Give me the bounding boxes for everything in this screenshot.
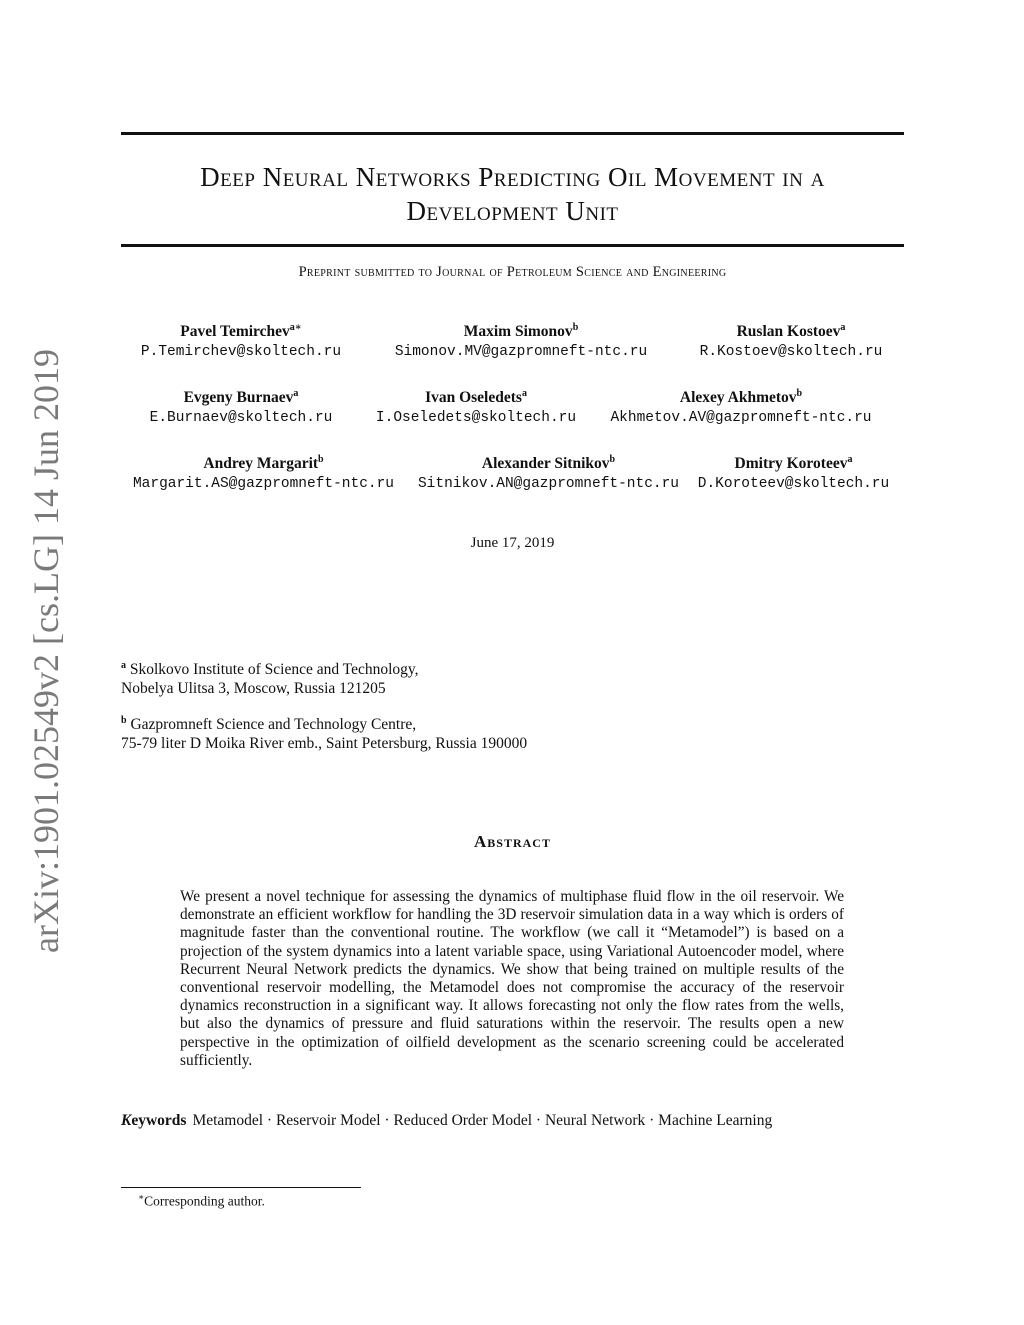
abstract-heading: Abstract (474, 832, 551, 851)
author-block (121, 450, 406, 494)
author-name: Maxim Simonov$^b$ (463, 322, 579, 341)
author-email[interactable]: D.Koroteev@skoltech.ru (697, 476, 890, 493)
affiliation-line: Skolkovo Institute of Science and Technology, (129, 661, 419, 679)
author-email[interactable]: P.Temirchev@skoltech.ru (140, 344, 342, 361)
author-name: Alexey Akhmetov$^b$ (679, 388, 803, 407)
arxiv-identifier-stamp: arXiv:1901.02549v2 [cs.LG] 14 Jun 2019 (26, 349, 66, 953)
author-block (121, 318, 361, 362)
affiliation-line: 75-79 liter D Moika River emb., Saint Petersburg, Russia 190000 (121, 735, 528, 753)
author-email[interactable]: R.Kostoev@skoltech.ru (699, 344, 883, 361)
author-name: Alexander Sitnikov$^b$ (481, 454, 616, 473)
keywords-list: Metamodel · Reservoir Model · Reduced Order Model · Neural Network · Machine Learning (192, 1112, 773, 1129)
title-bottom-rule (121, 244, 904, 247)
author-block (691, 450, 896, 494)
preprint-note: Preprint submitted to Journal of Petroleum Science and Engineering (298, 264, 727, 280)
author-row-1 (121, 318, 904, 368)
footnote-text: Corresponding author. (144, 1193, 265, 1209)
author-email[interactable]: Akhmetov.AV@gazpromneft-ntc.ru (610, 410, 872, 427)
footnote (138, 1192, 265, 1210)
author-name: Ivan Oseledets$^a$ (425, 388, 527, 407)
affiliation-line: Gazpromneft Science and Technology Centre, (130, 716, 417, 734)
author-block (361, 384, 591, 428)
author-name: Dmitry Koroteev$^a$ (734, 454, 853, 473)
publication-date: June 17, 2019 (470, 535, 555, 551)
author-email[interactable]: Sitnikov.AN@gazpromneft-ntc.ru (417, 476, 680, 493)
author-email[interactable]: Simonov.MV@gazpromneft-ntc.ru (394, 344, 648, 361)
affiliation-a (121, 656, 721, 698)
author-name: Ruslan Kostoev$^a$ (736, 322, 846, 341)
title-top-rule (121, 132, 904, 135)
author-block (381, 318, 661, 362)
author-email[interactable]: E.Burnaev@skoltech.ru (149, 410, 333, 427)
affiliation-mark: b (121, 715, 127, 726)
keywords-label: eywords (131, 1112, 187, 1129)
title-line-1: Deep Neural Networks Predicting Oil Movement in a (200, 162, 825, 192)
author-name: Andrey Margarit$^b$ (203, 454, 324, 473)
affiliation-line: Nobelya Ulitsa 3, Moscow, Russia 121205 (121, 680, 386, 698)
footnote-rule (121, 1187, 361, 1188)
author-block (131, 384, 351, 428)
author-block (601, 384, 881, 428)
keywords-line (121, 1112, 904, 1130)
author-name: Evgeny Burnaev$^a$ (183, 388, 299, 407)
author-name: Pavel Temirchev$^{a∗}$ (180, 322, 302, 341)
affiliation-mark: a (121, 660, 126, 671)
author-row-2 (121, 384, 904, 434)
title-line-2: Development Unit (406, 196, 619, 226)
author-email[interactable]: Margarit.AS@gazpromneft-ntc.ru (132, 476, 395, 493)
author-row-3 (121, 450, 904, 500)
author-block (406, 450, 691, 494)
author-email[interactable]: I.Oseledets@skoltech.ru (375, 410, 577, 427)
keywords-label-initial: K (121, 1112, 132, 1129)
author-block (681, 318, 901, 362)
affiliation-b (121, 711, 721, 753)
paper-title (121, 160, 904, 228)
footnote-mark: ∗ (138, 1192, 145, 1202)
abstract-text: We present a novel technique for assessing the dynamics of multiphase fluid flow in the oil reservoir. We demonstrate an efficient workflow for handling the 3D reservoir simulation data in a way which is orders of magnitude faster than the conventional routine. The workflow (we call it “Metamodel”) is based on a projection of the system dynamics into a latent variable space, using Variational Autoencoder model, where Recurrent Neural Network predicts the dynamics. We show that being trained on multiple results of the conventional reservoir modelling, the Metamodel does not compromise the accuracy of the reservoir dynamics reconstruction in a significant way. It allows forecasting not only the flow rates from the wells, but also the dynamics of pressure and fluid saturations within the reservoir. The results open a new perspective in the optimization of oilfield development as the scenario screening could be accelerated sufficiently. (180, 888, 844, 1069)
